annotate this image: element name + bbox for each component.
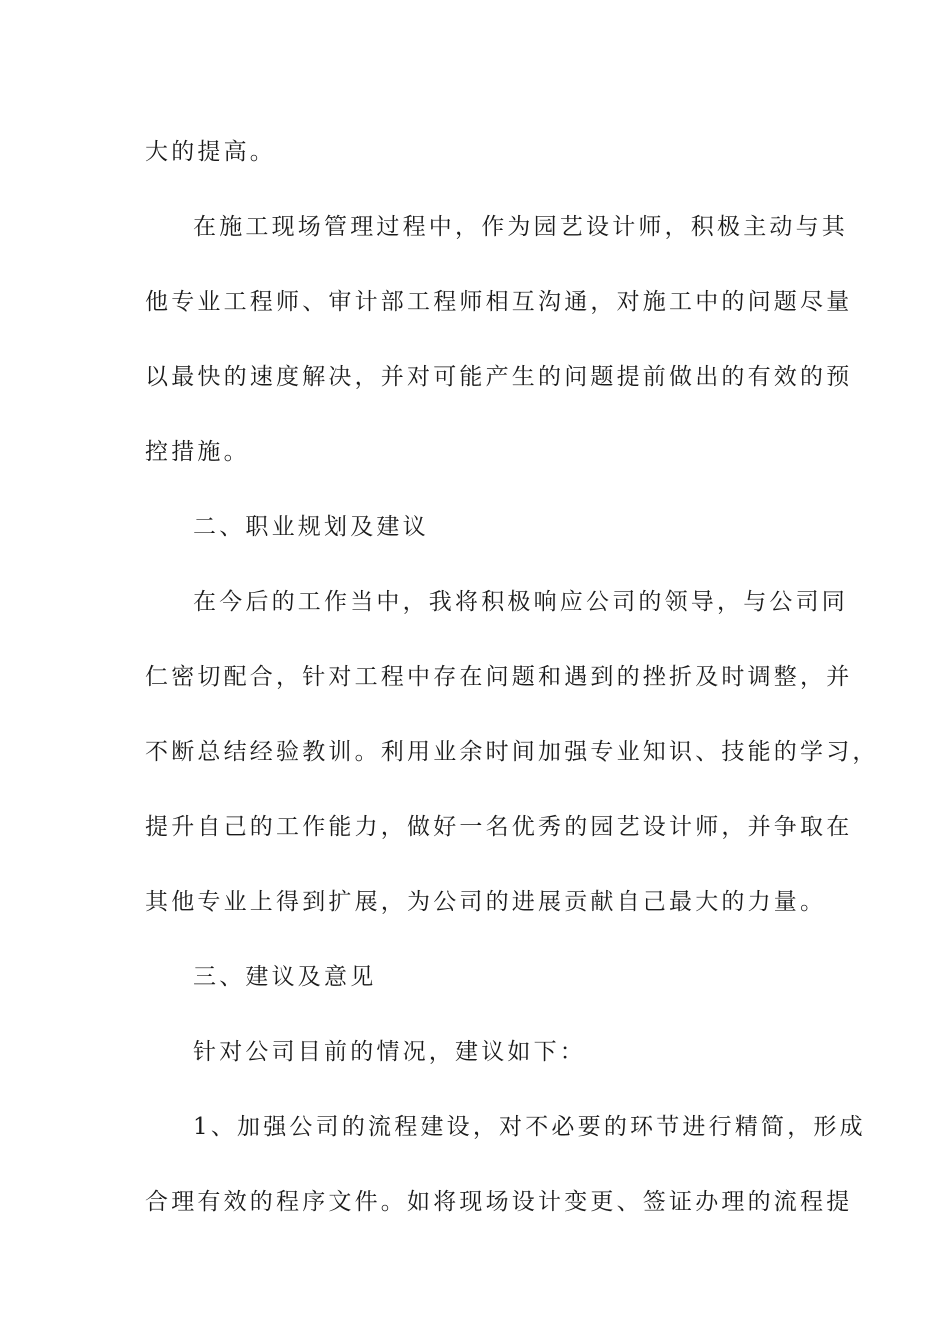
paragraph-line: 在施工现场管理过程中，作为园艺设计师，积极主动与其 [193, 214, 848, 240]
paragraph-line: 他专业工程师、审计部工程师相互沟通，对施工中的问题尽量 [145, 289, 853, 315]
paragraph-line: 合理有效的程序文件。如将现场设计变更、签证办理的流程提 [145, 1189, 853, 1215]
paragraph-line: 提升自己的工作能力，做好一名优秀的园艺设计师，并争取在 [145, 814, 853, 840]
paragraph-line: 不断总结经验教训。利用业余时间加强专业知识、技能的学习， [145, 739, 879, 765]
list-item-line: 1、加强公司的流程建设，对不必要的环节进行精简，形成 [193, 1114, 866, 1140]
section-heading: 三、建议及意见 [193, 964, 377, 990]
paragraph-line: 其他专业上得到扩展，为公司的进展贡献自己最大的力量。 [145, 889, 827, 915]
paragraph-line: 在今后的工作当中，我将积极响应公司的领导，与公司同 [193, 589, 848, 615]
paragraph-line: 以最快的速度解决，并对可能产生的问题提前做出的有效的预 [145, 364, 853, 390]
paragraph-line: 仁密切配合，针对工程中存在问题和遇到的挫折及时调整，并 [145, 664, 853, 690]
section-heading: 二、职业规划及建议 [193, 514, 429, 540]
paragraph-line: 大的提高。 [145, 139, 276, 165]
paragraph-line: 控措施。 [145, 439, 250, 465]
paragraph-line: 针对公司目前的情况，建议如下： [193, 1039, 586, 1065]
